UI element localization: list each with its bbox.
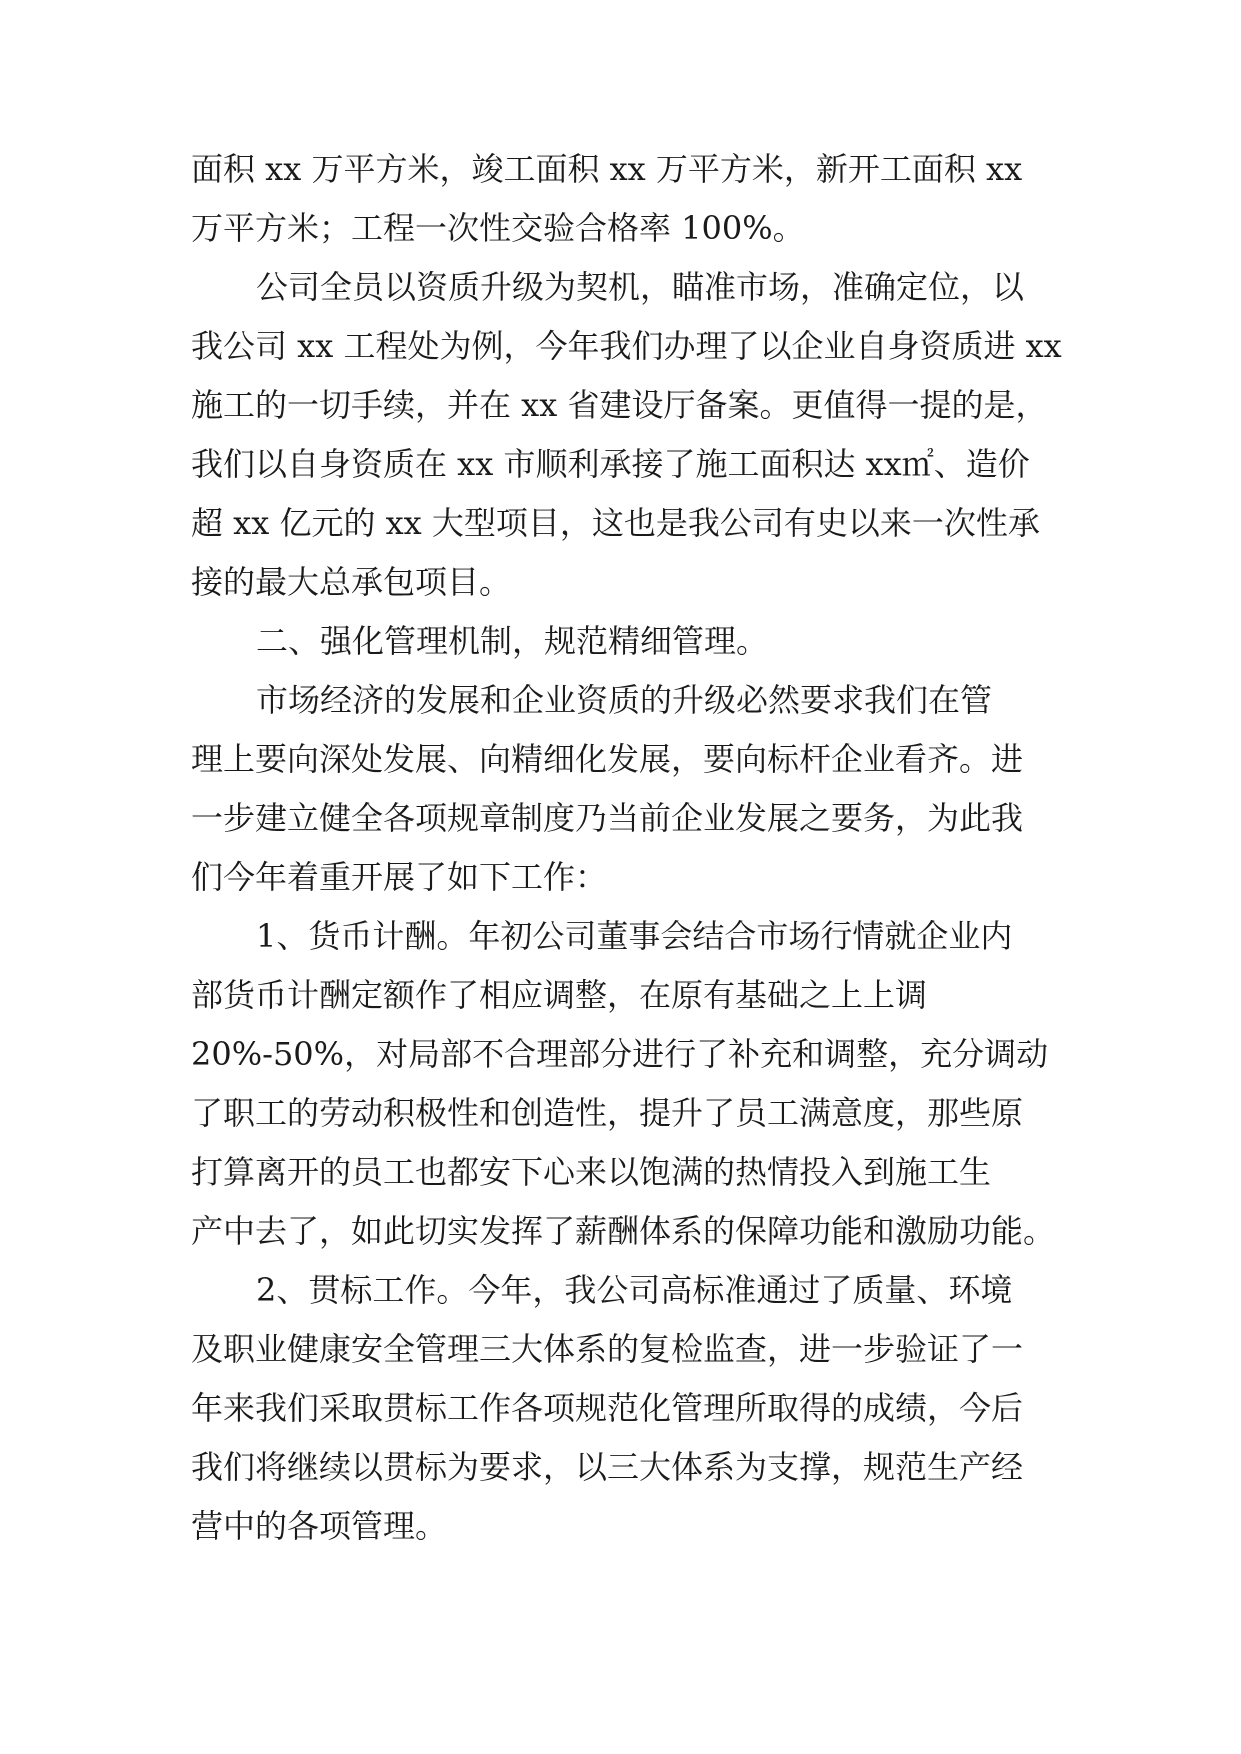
text-line: 营中的各项管理。 (191, 1507, 448, 1545)
paragraph-start: 2、贯标工作。今年，我公司高标准通过了质量、环境 (256, 1271, 1013, 1309)
text-line: 打算离开的员工也都安下心来以饱满的热情投入到施工生 (191, 1153, 992, 1191)
text-line: 及职业健康安全管理三大体系的复检监查，进一步验证了一 (191, 1330, 1024, 1368)
section-heading: 二、强化管理机制，规范精细管理。 (256, 622, 769, 660)
text-line: 年来我们采取贯标工作各项规范化管理所取得的成绩，今后 (191, 1389, 1024, 1427)
paragraph-start: 市场经济的发展和企业资质的升级必然要求我们在管 (256, 681, 993, 719)
paragraph-start: 公司全员以资质升级为契机，瞄准市场，准确定位，以 (256, 268, 1025, 306)
paragraph-start: 1、货币计酬。年初公司董事会结合市场行情就企业内 (256, 917, 1013, 955)
text-line: 产中去了，如此切实发挥了薪酬体系的保障功能和激励功能。 (191, 1212, 1056, 1250)
text-line: 理上要向深处发展、向精细化发展，要向标杆企业看齐。进 (191, 740, 1024, 778)
text-line: 超 xx 亿元的 xx 大型项目，这也是我公司有史以来一次性承 (191, 504, 1040, 542)
text-line: 万平方米；工程一次性交验合格率 100%。 (191, 209, 805, 247)
text-line: 施工的一切手续，并在 xx 省建设厅备案。更值得一提的是， (191, 386, 1048, 424)
text-line: 了职工的劳动积极性和创造性，提升了员工满意度，那些原 (191, 1094, 1024, 1132)
text-line: 20%-50%，对局部不合理部分进行了补充和调整，充分调动 (191, 1035, 1049, 1073)
text-line: 一步建立健全各项规章制度乃当前企业发展之要务，为此我 (191, 799, 1024, 837)
text-line: 我们以自身资质在 xx 市顺利承接了施工面积达 xx㎡、造价 (191, 445, 1030, 483)
text-line: 部货币计酬定额作了相应调整，在原有基础之上上调 (191, 976, 928, 1014)
text-line: 我们将继续以贯标为要求，以三大体系为支撑，规范生产经 (191, 1448, 1024, 1486)
text-line: 们今年着重开展了如下工作： (191, 858, 608, 896)
text-line: 我公司 xx 工程处为例，今年我们办理了以企业自身资质进 xx (191, 327, 1062, 365)
text-line: 面积 xx 万平方米，竣工面积 xx 万平方米，新开工面积 xx (191, 150, 1023, 188)
text-line: 接的最大总承包项目。 (191, 563, 512, 601)
